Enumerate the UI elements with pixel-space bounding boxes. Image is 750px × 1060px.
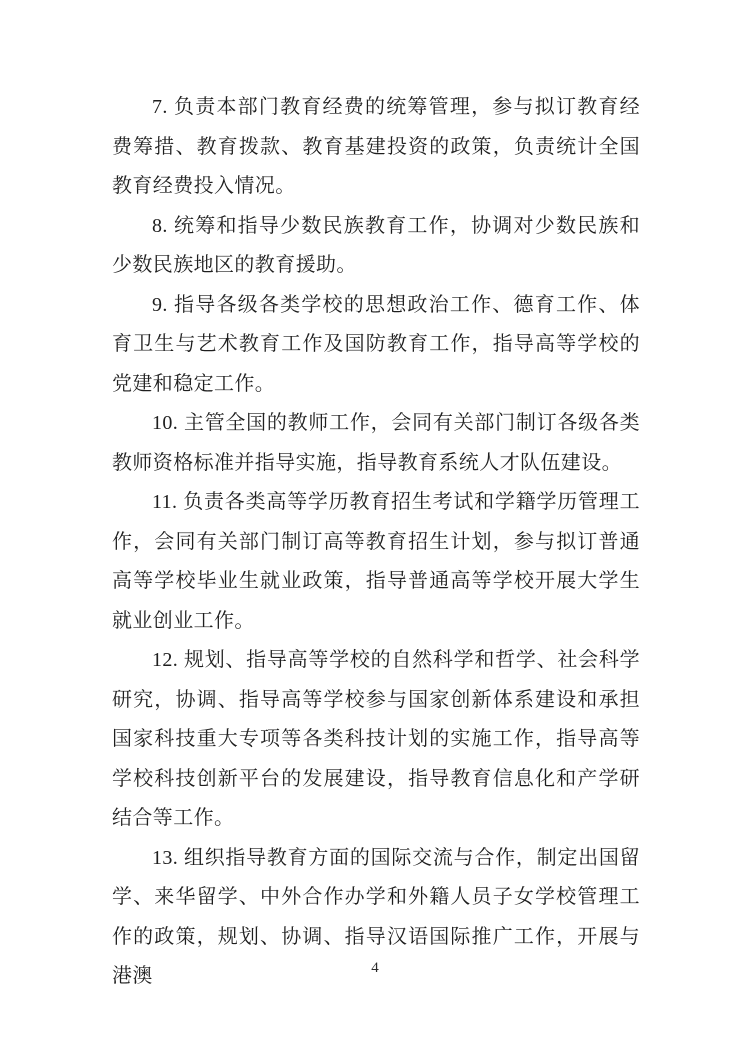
paragraph-item-8: 8. 统筹和指导少数民族教育工作，协调对少数民族和少数民族地区的教育援助。: [112, 214, 640, 276]
paragraph-item-13: 13. 组织指导教育方面的国际交流与合作，制定出国留学、来华留学、中外合作办学和外籍人员子女学校管理工作的政策，规划、协调、指导汉语国际推广工作，开展与港澳: [112, 846, 640, 987]
paragraph-item-12: 12. 规划、指导高等学校的自然科学和哲学、社会科学研究，协调、指导高等学校参与国家创新体系建设和承担国家科技重大专项等各类科技计划的实施工作，指导高等学校科技创新平台的发展建设，指导教育信息化和产学研结合等工作。: [112, 649, 640, 829]
paragraph-item-11: 11. 负责各类高等学历教育招生考试和学籍学历管理工作，会同有关部门制订高等教育招生计划，参与拟订普通高等学校毕业生就业政策，指导普通高等学校开展大学生就业创业工作。: [112, 491, 640, 632]
paragraph-item-9: 9. 指导各级各类学校的思想政治工作、德育工作、体育卫生与艺术教育工作及国防教育工作，指导高等学校的党建和稳定工作。: [112, 293, 640, 395]
document-body: [112, 88, 640, 997]
page-number: 4: [371, 960, 379, 976]
paragraph-item-7: 7. 负责本部门教育经费的统筹管理，参与拟订教育经费筹措、教育拨款、教育基建投资的政策，负责统计全国教育经费投入情况。: [112, 96, 640, 197]
paragraph-item-10: 10. 主管全国的教师工作，会同有关部门制订各级各类教师资格标准并指导实施，指导教育系统人才队伍建设。: [112, 412, 640, 474]
